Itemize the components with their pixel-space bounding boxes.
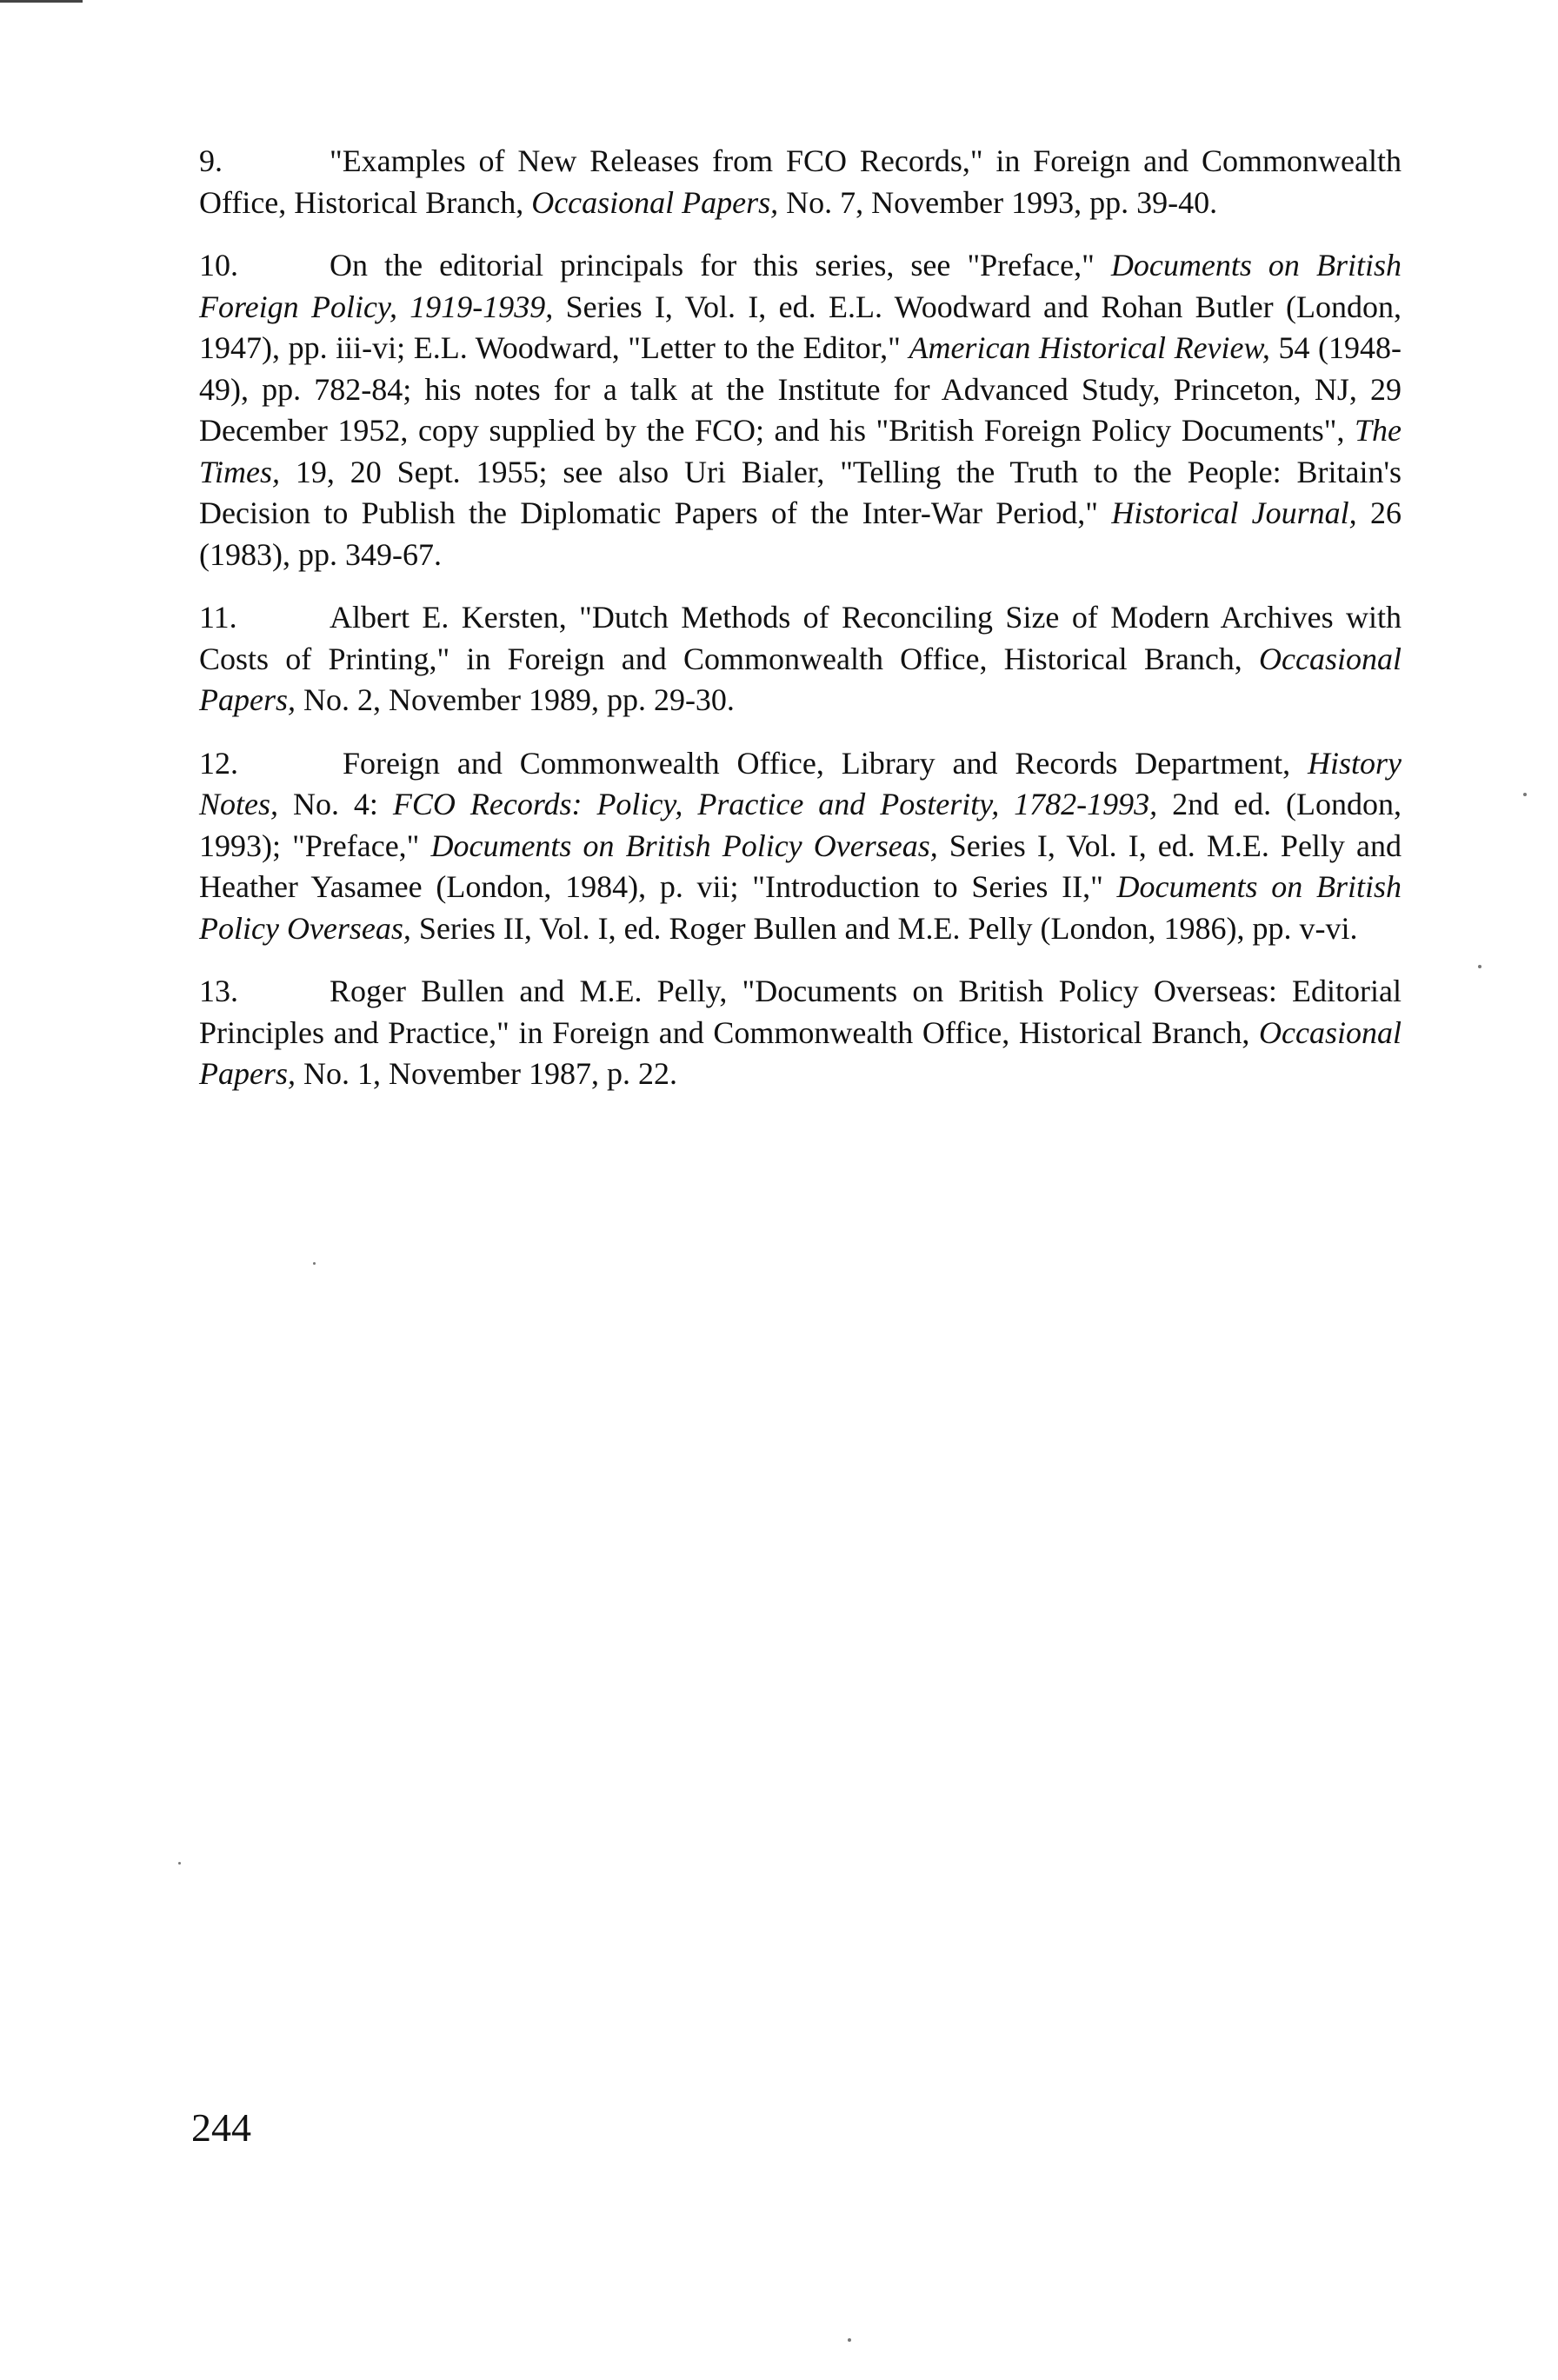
- endnote-10: [199, 245, 1402, 575]
- endnote-italic-title: Documents on British Foreign Policy, 1919-1939,: [199, 248, 1402, 324]
- endnote-text: On the editorial principals for this series, see "Preface,": [330, 248, 1111, 283]
- endnote-number: 11.: [199, 600, 237, 635]
- endnote-12: [199, 743, 1402, 950]
- endnote-text: Series I, Vol. I, ed. M.E. Pelly and Heather Yasamee (London, 1984), p. vii; "Introduction to Series II,": [199, 828, 1402, 904]
- endnote-italic-title: Occasional Papers,: [199, 641, 1402, 717]
- endnote-number: 10.: [199, 248, 238, 283]
- endnote-italic-title: American Historical Review,: [909, 330, 1270, 365]
- endnote-text: "Examples of New Releases from FCO Records," in Foreign and Commonwealth Office, Historical Branch,: [199, 143, 1402, 220]
- endnote-text: 54 (1948-49), pp. 782-84; his notes for a talk at the Institute for Advanced Study, Princeton, NJ, 29 December 1952, copy supplied by the FCO; and his "British Foreign Policy Documents",: [199, 330, 1402, 448]
- scan-speck: [1478, 965, 1481, 968]
- endnote-text: No. 1, November 1987, p. 22.: [296, 1056, 677, 1091]
- endnote-text: No. 2, November 1989, pp. 29-30.: [296, 682, 735, 717]
- endnote-text: Roger Bullen and M.E. Pelly, "Documents on British Policy Overseas: Editorial Principles and Practice," in Foreign and Commonwealth Office, Historical Branch,: [199, 974, 1402, 1050]
- endnote-italic-title: Documents on British Policy Overseas,: [199, 869, 1402, 946]
- scan-speck: [1523, 793, 1527, 796]
- scan-speck: [178, 1862, 181, 1865]
- endnote-italic-title: Occasional Papers,: [199, 1014, 1402, 1091]
- endnote-text: Series I, Vol. I, ed. E.L. Woodward and Rohan Butler (London, 1947), pp. iii-vi; E.L. Woodward, "Letter to the Editor,": [199, 289, 1402, 365]
- endnotes-list: [199, 141, 1402, 1117]
- scan-speck: [848, 2338, 851, 2342]
- endnote-text: No. 4:: [278, 787, 393, 821]
- endnote-text: 19, 20 Sept. 1955; see also Uri Bialer, "Telling the Truth to the People: Britain's Decision to Publish the Diplomatic Papers of the Inter-War Period,": [199, 454, 1402, 530]
- scan-speck: [313, 1262, 316, 1265]
- endnote-italic-title: Historical Journal,: [1111, 495, 1357, 530]
- endnote-italic-title: FCO Records: Policy, Practice and Posterity, 1782-1993,: [392, 787, 1158, 821]
- endnote-italic-title: Documents on British Policy Overseas,: [430, 828, 938, 863]
- endnote-13: [199, 971, 1402, 1095]
- endnote-text: No. 7, November 1993, pp. 39-40.: [778, 184, 1218, 220]
- endnote-number: 13.: [199, 974, 238, 1008]
- endnote-text: 2nd ed. (London, 1993); "Preface,": [199, 787, 1402, 863]
- endnote-text: Foreign and Commonwealth Office, Library and Records Department,: [343, 745, 1308, 781]
- endnote-italic-title: The Times,: [199, 413, 1402, 489]
- scan-edge-mark: [0, 0, 83, 3]
- endnote-text: 26 (1983), pp. 349-67.: [199, 495, 1402, 572]
- endnote-11: [199, 597, 1402, 721]
- page-number: 244: [191, 2105, 251, 2150]
- endnote-number: 12.: [199, 745, 238, 781]
- endnote-9: [199, 141, 1402, 223]
- endnote-italic-title: Occasional Papers,: [531, 184, 779, 220]
- endnote-text: Albert E. Kersten, "Dutch Methods of Reconciling Size of Modern Archives with Costs of Printing," in Foreign and Commonwealth Office, Historical Branch,: [199, 600, 1402, 676]
- endnote-number: 9.: [199, 143, 223, 178]
- endnote-italic-title: History Notes,: [199, 745, 1402, 821]
- endnote-text: Series II, Vol. I, ed. Roger Bullen and M.E. Pelly (London, 1986), pp. v-vi.: [410, 910, 1358, 946]
